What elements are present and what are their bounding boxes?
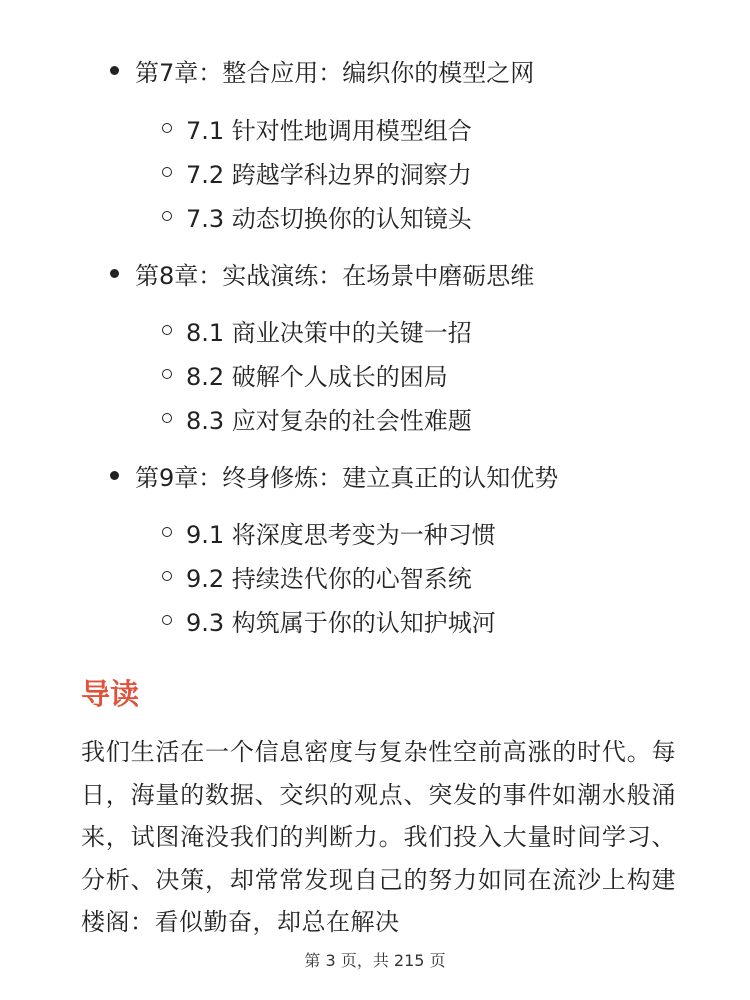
chapter-title: 第9章：终身修炼：建立真正的认知优势 bbox=[135, 463, 559, 492]
toc-section-9-2 bbox=[162, 558, 472, 594]
section-title: 9.3 构筑属于你的认知护城河 bbox=[186, 608, 496, 637]
bullet-circle-icon bbox=[162, 211, 172, 221]
intro-paragraph: 我们生活在一个信息密度与复杂性空前高涨的时代。每日，海量的数据、交织的观点、突发的事件如潮水般涌来，试图淹没我们的判断力。我们投入大量时间学习、分析、决策，却常常发现自己的努力如同在流沙上构建楼阁：看似勤奋，却总在解决 bbox=[81, 738, 676, 936]
total-page-count: 215 bbox=[393, 951, 425, 970]
bullet-disc-icon bbox=[110, 471, 119, 480]
bullet-circle-icon bbox=[162, 571, 172, 581]
current-page-number: 3 bbox=[325, 951, 336, 970]
toc-section-8-3 bbox=[162, 400, 472, 436]
bullet-circle-icon bbox=[162, 167, 172, 177]
footer-middle: 页，共 bbox=[340, 951, 389, 970]
section-title: 8.3 应对复杂的社会性难题 bbox=[186, 406, 472, 435]
intro-heading: 导读 bbox=[81, 677, 140, 711]
section-title: 9.2 持续迭代你的心智系统 bbox=[186, 564, 472, 593]
toc-section-7-2 bbox=[162, 154, 472, 190]
bullet-circle-icon bbox=[162, 369, 172, 379]
bullet-circle-icon bbox=[162, 123, 172, 133]
toc-chapter-8 bbox=[110, 253, 534, 293]
toc-section-9-1 bbox=[162, 514, 496, 550]
toc-section-8-2 bbox=[162, 356, 448, 392]
bullet-disc-icon bbox=[110, 269, 119, 278]
toc-chapter-7 bbox=[110, 50, 534, 90]
section-title: 7.2 跨越学科边界的洞察力 bbox=[186, 160, 472, 189]
bullet-circle-icon bbox=[162, 325, 172, 335]
chapter-title: 第8章：实战演练：在场景中磨砺思维 bbox=[135, 261, 535, 290]
bullet-circle-icon bbox=[162, 413, 172, 423]
toc-section-8-1 bbox=[162, 312, 472, 348]
section-title: 7.1 针对性地调用模型组合 bbox=[186, 116, 472, 145]
toc-section-7-1 bbox=[162, 110, 472, 146]
bullet-circle-icon bbox=[162, 615, 172, 625]
chapter-title: 第7章：整合应用：编织你的模型之网 bbox=[135, 58, 535, 87]
page-number-footer bbox=[0, 948, 750, 971]
toc-section-7-3 bbox=[162, 198, 472, 234]
footer-prefix: 第 bbox=[304, 951, 321, 970]
bullet-disc-icon bbox=[110, 66, 119, 75]
bullet-circle-icon bbox=[162, 527, 172, 537]
section-title: 7.3 动态切换你的认知镜头 bbox=[186, 204, 472, 233]
toc-chapter-9 bbox=[110, 455, 558, 495]
section-title: 8.1 商业决策中的关键一招 bbox=[186, 318, 472, 347]
toc-section-9-3 bbox=[162, 602, 496, 638]
footer-suffix: 页 bbox=[429, 951, 446, 970]
section-title: 8.2 破解个人成长的困局 bbox=[186, 362, 448, 391]
section-title: 9.1 将深度思考变为一种习惯 bbox=[186, 520, 496, 549]
